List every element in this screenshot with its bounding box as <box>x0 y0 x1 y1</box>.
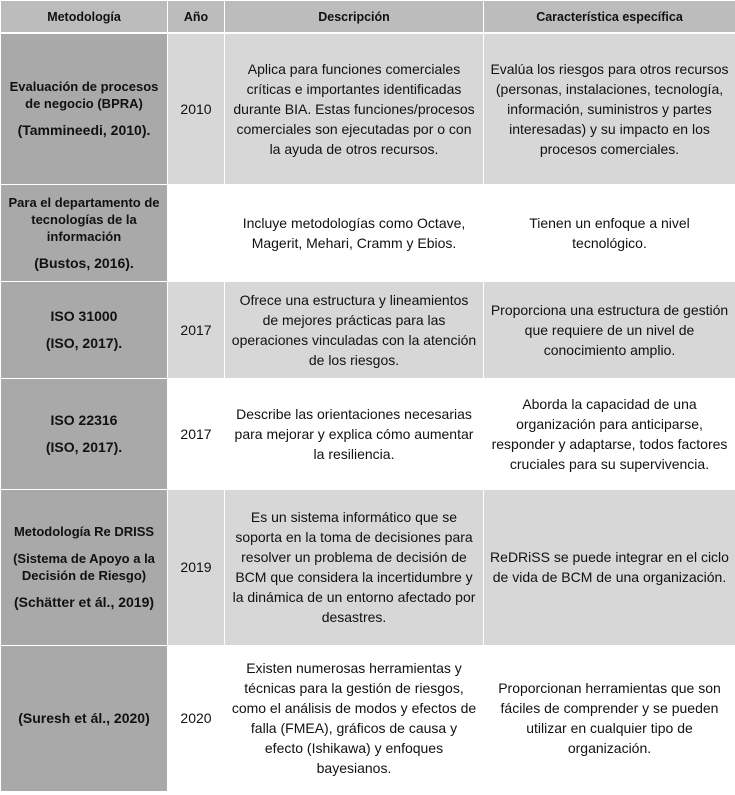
table-row <box>1 645 735 791</box>
methodology-reference: (Suresh et ál., 2020) <box>18 709 150 726</box>
year-cell: 2017 <box>168 281 225 378</box>
methodology-name: ISO 31000 <box>50 307 118 324</box>
feature-cell: Proporciona una estructura de gestión que requiere de un nivel de conocimiento amplio. <box>484 281 735 378</box>
methodology-name: Para el departamento de tecnologías de la información <box>8 194 160 244</box>
description-cell: Aplica para funciones comerciales críticas e importantes identificadas durante BIA. Estas funciones/procesos comerciales son ejecutadas por o con la ayuda de otros recursos. <box>225 33 484 184</box>
description-cell: Existen numerosas herramientas y técnicas para la gestión de riesgos, como el análisis de modos y efectos de falla (FMEA), gráficos de causa y efecto (Ishikawa) y enfoques bayesianos. <box>225 645 484 791</box>
description-cell: Incluye metodologías como Octave, Magerit, Mehari, Cramm y Ebios. <box>225 184 484 281</box>
methodology-reference: (Schätter et ál., 2019) <box>13 594 155 610</box>
header-description: Descripción <box>225 1 484 34</box>
feature-cell: Aborda la capacidad de una organización para anticiparse, responder y adaptarse, todos factores cruciales para su supervivencia. <box>484 378 735 489</box>
description-cell: Ofrece una estructura y lineamientos de mejores prácticas para las operaciones vinculadas con la atención de los riesgos. <box>225 281 484 378</box>
table-row <box>1 281 735 378</box>
methodology-name: ISO 22316 <box>50 411 118 428</box>
header-feature: Característica específica <box>484 1 735 34</box>
feature-cell: ReDRiSS se puede integrar en el ciclo de vida de BCM de una organización. <box>484 489 735 645</box>
table-row <box>1 378 735 489</box>
year-cell: 2017 <box>168 378 225 489</box>
year-cell: 2010 <box>168 33 225 184</box>
methodology-subtitle: (Sistema de Apoyo a la Decisión de Riesgo) <box>13 551 155 583</box>
table-row <box>1 489 735 645</box>
methodology-cell <box>1 33 168 184</box>
table-row <box>1 184 735 281</box>
year-cell: 2019 <box>168 489 225 645</box>
methodology-reference: (ISO, 2017). <box>45 438 123 455</box>
table-row <box>1 33 735 184</box>
feature-cell: Tienen un enfoque a nivel tecnológico. <box>484 184 735 281</box>
methodology-reference: (Tammineedi, 2010). <box>17 122 151 139</box>
header-row <box>1 1 735 34</box>
methodology-name: Metodología Re DRISS <box>13 524 155 539</box>
year-cell <box>168 184 225 281</box>
methodology-cell <box>1 281 168 378</box>
methodology-cell <box>1 378 168 489</box>
methodology-cell <box>1 184 168 281</box>
methodology-name: Evaluación de procesos de negocio (BPRA) <box>9 79 159 112</box>
feature-cell: Evalúa los riesgos para otros recursos (personas, instalaciones, tecnología, información, suministros y partes interesadas) y su impacto en los procesos comerciales. <box>484 33 735 184</box>
description-cell: Es un sistema informático que se soporta en la toma de decisiones para resolver un problema de decisión de BCM que considera la incertidumbre y la dinámica de un entorno afectado por desastres. <box>225 489 484 645</box>
header-year: Año <box>168 1 225 34</box>
methodology-reference: (Bustos, 2016). <box>34 254 134 271</box>
description-cell: Describe las orientaciones necesarias para mejorar y explica cómo aumentar la resiliencia. <box>225 378 484 489</box>
methodology-cell <box>1 489 168 645</box>
header-methodology: Metodología <box>1 1 168 34</box>
feature-cell: Proporcionan herramientas que son fáciles de comprender y se pueden utilizar en cualquier tipo de organización. <box>484 645 735 791</box>
year-cell: 2020 <box>168 645 225 791</box>
methodology-reference: (ISO, 2017). <box>45 334 123 351</box>
methodology-cell <box>1 645 168 791</box>
